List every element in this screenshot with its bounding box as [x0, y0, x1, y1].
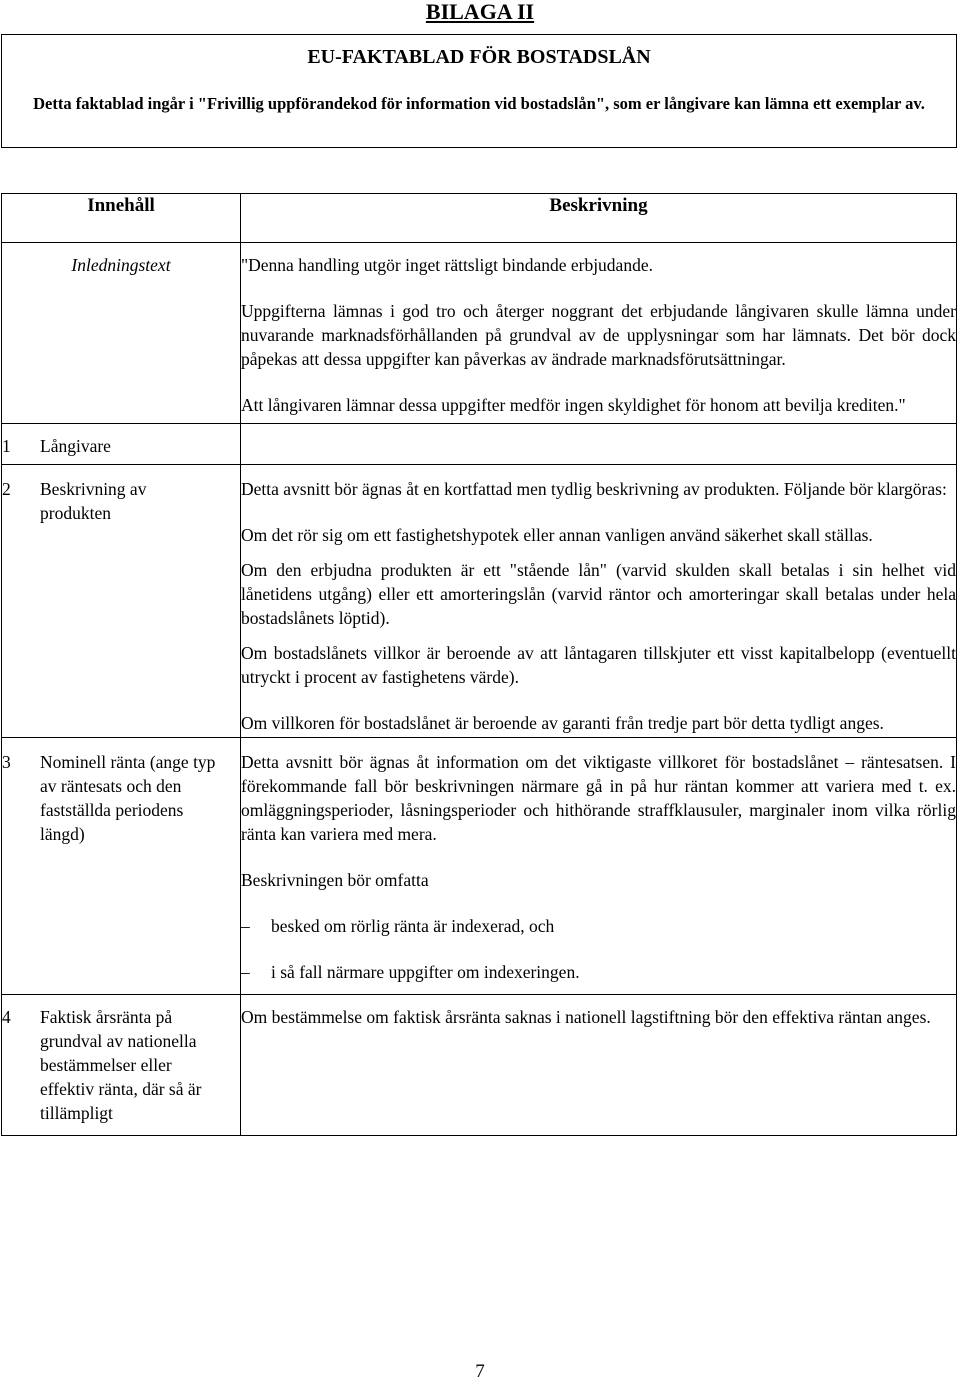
row-label-product: [2, 465, 241, 738]
row-label-intro: Inledningstext: [2, 243, 241, 424]
factsheet-subtitle: Detta faktablad ingår i "Frivillig uppförandekod för information vid bostadslån", som er långivare kan lämna ett exemplar av.: [33, 94, 925, 113]
paragraph: Om den erbjudna produkten är ett "stående lån" (varvid skulden skall betalas i sin helhet vid lånetidens utgång) eller ett amorteringslån (varvid räntor och amorteringar skall betalas under hela bostadslånets löptid).: [241, 560, 956, 628]
paragraph: Uppgifterna lämnas i god tro och återger noggrant det erbjudande långivaren skulle lämna under nuvarande marknadsförhållanden på grundval av de upplysningar som har lämnats. Det bör dock påpekas att dessa uppgifter kan påverkas av ändrade marknadsförutsättningar.: [241, 301, 956, 369]
table-row: [2, 465, 957, 738]
list-item: [241, 960, 956, 984]
row-label-text: Nominell ränta (ange typ av räntesats och den fastställda periodens längd): [40, 752, 216, 844]
table-row: [2, 424, 957, 465]
row-number: 2: [2, 479, 11, 499]
content-table: [1, 193, 957, 1136]
table-row: [2, 995, 957, 1136]
paragraph: Om bostadslånets villkor är beroende av att låntagaren tillskjuter ett visst kapitalbelopp (eventuellt utryckt i procent av fastighetens värde).: [241, 643, 956, 687]
paragraph: Om bestämmelse om faktisk årsränta saknas i nationell lagstiftning bör den effektiva räntan anges.: [241, 1007, 931, 1027]
paragraph: Om det rör sig om ett fastighetshypotek eller annan vanligen använd säkerhet skall ställas.: [241, 525, 873, 545]
row-description-nominal-rate: [241, 738, 957, 995]
row-number: 3: [2, 752, 11, 772]
paragraph: Att långivaren lämnar dessa uppgifter medför ingen skyldighet för honom att bevilja krediten.": [241, 395, 906, 415]
row-number: 1: [2, 436, 11, 456]
paragraph: Beskrivningen bör omfatta: [241, 870, 429, 890]
column-header-content: Innehåll: [2, 194, 241, 243]
paragraph: Om villkoren för bostadslånet är beroende av garanti från tredje part bör detta tydligt anges.: [241, 713, 884, 733]
dash-bullet: –: [241, 962, 250, 982]
row-description-product: [241, 465, 957, 738]
paragraph: "Denna handling utgör inget rättsligt bindande erbjudande.: [241, 255, 653, 275]
list-item: [241, 914, 956, 938]
list-item-text: i så fall närmare uppgifter om indexeringen.: [271, 962, 580, 982]
row-description-annual-rate: [241, 995, 957, 1136]
column-header-description: Beskrivning: [241, 194, 957, 243]
table-row: [2, 738, 957, 995]
row-label-text: Beskrivning av produkten: [40, 479, 147, 523]
row-label-lender: [2, 424, 241, 465]
list-item-text: besked om rörlig ränta är indexerad, och: [271, 916, 555, 936]
row-number: 4: [2, 1007, 11, 1027]
row-label-nominal-rate: [2, 738, 241, 995]
factsheet-title: EU-FAKTABLAD FÖR BOSTADSLÅN: [307, 46, 651, 68]
row-label-annual-rate: [2, 995, 241, 1136]
table-header-row: [2, 194, 957, 243]
dash-bullet: –: [241, 916, 250, 936]
row-description-lender: [241, 424, 957, 465]
factsheet-header: [1, 34, 957, 148]
appendix-title: BILAGA II: [425, 0, 535, 24]
page-number: 7: [475, 1361, 485, 1382]
row-description-intro: [241, 243, 957, 424]
row-label-text: Långivare: [40, 436, 111, 456]
table-row: [2, 243, 957, 424]
row-label-text: Faktisk årsränta på grundval av nationella bestämmelser eller effektiv ränta, där så är tillämpligt: [40, 1007, 202, 1123]
paragraph: Detta avsnitt bör ägnas åt en kortfattad men tydlig beskrivning av produkten. Följande bör klargöras:: [241, 479, 947, 499]
paragraph: Detta avsnitt bör ägnas åt information om det viktigaste villkoret för bostadslånet – räntesatsen. I förekommande fall bör beskrivningen närmare gå in på hur räntan kommer att variera med t. ex. omläggningsperioder, låsningsperioder och hithörande straffklausuler, marginaler inom vilka rörlig ränta kan variera med mera.: [241, 752, 956, 844]
